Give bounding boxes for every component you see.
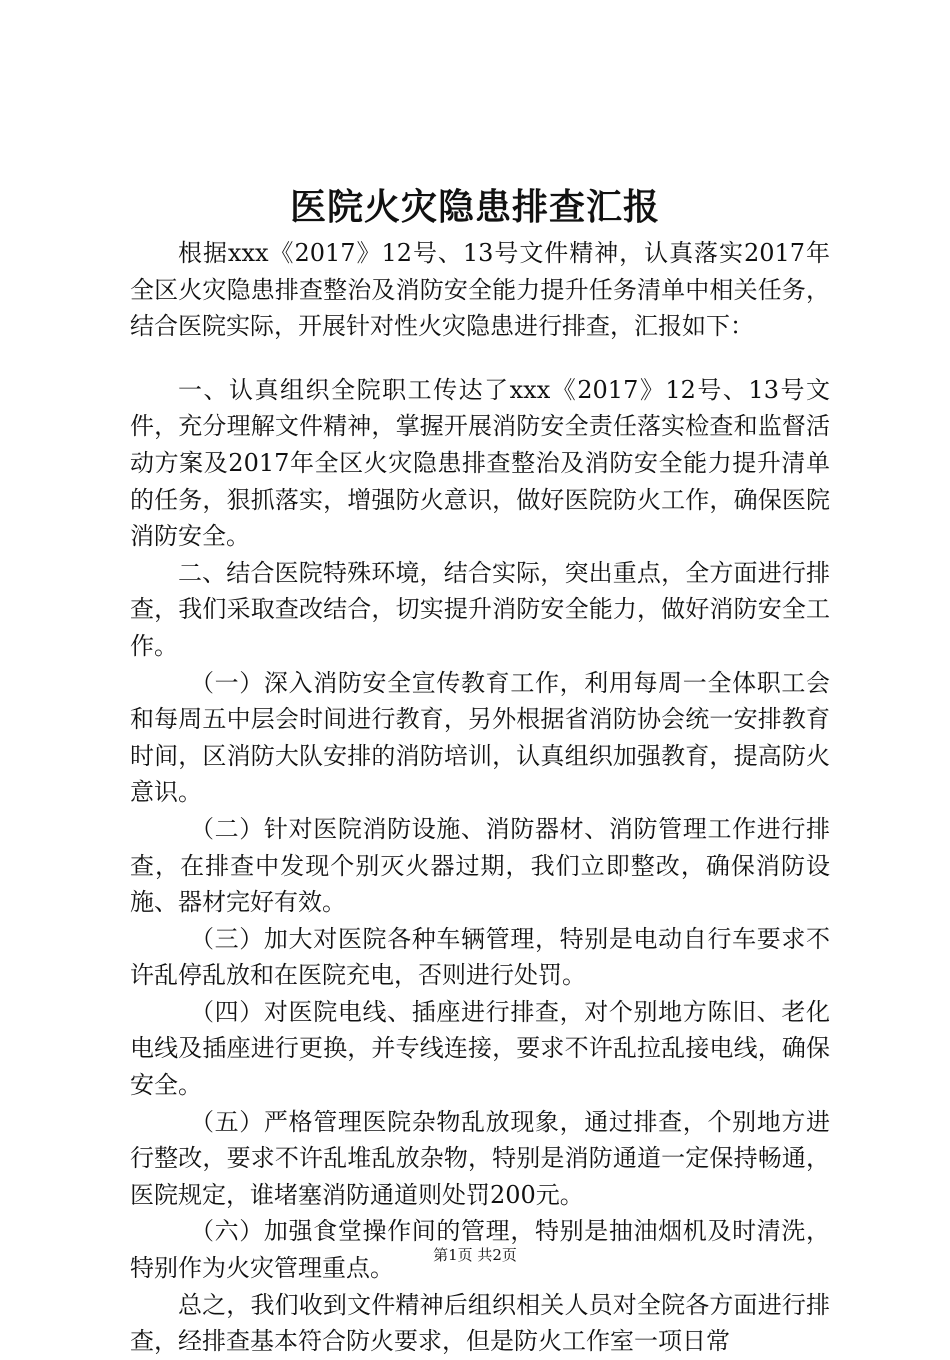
document-body: [130, 235, 830, 1360]
paragraph-section-1: 一、认真组织全院职工传达了xxx《2017》12号、13号文件，充分理解文件精神，掌握开展消防安全责任落实检查和监督活动方案及2017年全区火灾隐患排查整治及消防安全能力提升清单的任务，狠抓落实，增强防火意识，做好医院防火工作，确保医院消防安全。: [130, 375, 830, 551]
paragraph-summary: 总之，我们收到文件精神后组织相关人员对全院各方面进行排查，经排查基本符合防火要求，但是防火工作室一项日常: [130, 1290, 830, 1356]
paragraph-item-2: （二）针对医院消防设施、消防器材、消防管理工作进行排查，在排查中发现个别灭火器过期，我们立即整改，确保消防设施、器材完好有效。: [130, 814, 830, 917]
paragraph-item-4: （四）对医院电线、插座进行排查，对个别地方陈旧、老化电线及插座进行更换，并专线连接，要求不许乱拉乱接电线，确保安全。: [130, 997, 830, 1100]
paragraph-item-6: （六）加强食堂操作间的管理，特别是抽油烟机及时清洗，特别作为火灾管理重点。: [130, 1217, 830, 1283]
paragraph-section-2: 二、结合医院特殊环境，结合实际，突出重点，全方面进行排查，我们采取查改结合，切实提升消防安全能力，做好消防安全工作。: [130, 558, 830, 660]
paragraph-item-1: （一）深入消防安全宣传教育工作，利用每周一全体职工会和每周五中层会时间进行教育，另外根据省消防协会统一安排教育时间，区消防大队安排的消防培训，认真组织加强教育，提高防火意识。: [130, 668, 830, 807]
paragraph-item-5: （五）严格管理医院杂物乱放现象，通过排查，个别地方进行整改，要求不许乱堆乱放杂物，特别是消防通道一定保持畅通，医院规定，谁堵塞消防通道则处罚200元。: [130, 1107, 830, 1209]
page-footer: 第1页 共2页: [433, 1246, 517, 1264]
document-title: 医院火灾隐患排查汇报: [289, 186, 660, 228]
paragraph-intro: 根据xxx《2017》12号、13号文件精神，认真落实2017年全区火灾隐患排查整治及消防安全能力提升任务清单中相关任务，结合医院实际，开展针对性火灾隐患进行排查，汇报如下：: [130, 239, 830, 341]
paragraph-item-3: （三）加大对医院各种车辆管理，特别是电动自行车要求不许乱停乱放和在医院充电，否则进行处罚。: [130, 924, 830, 990]
